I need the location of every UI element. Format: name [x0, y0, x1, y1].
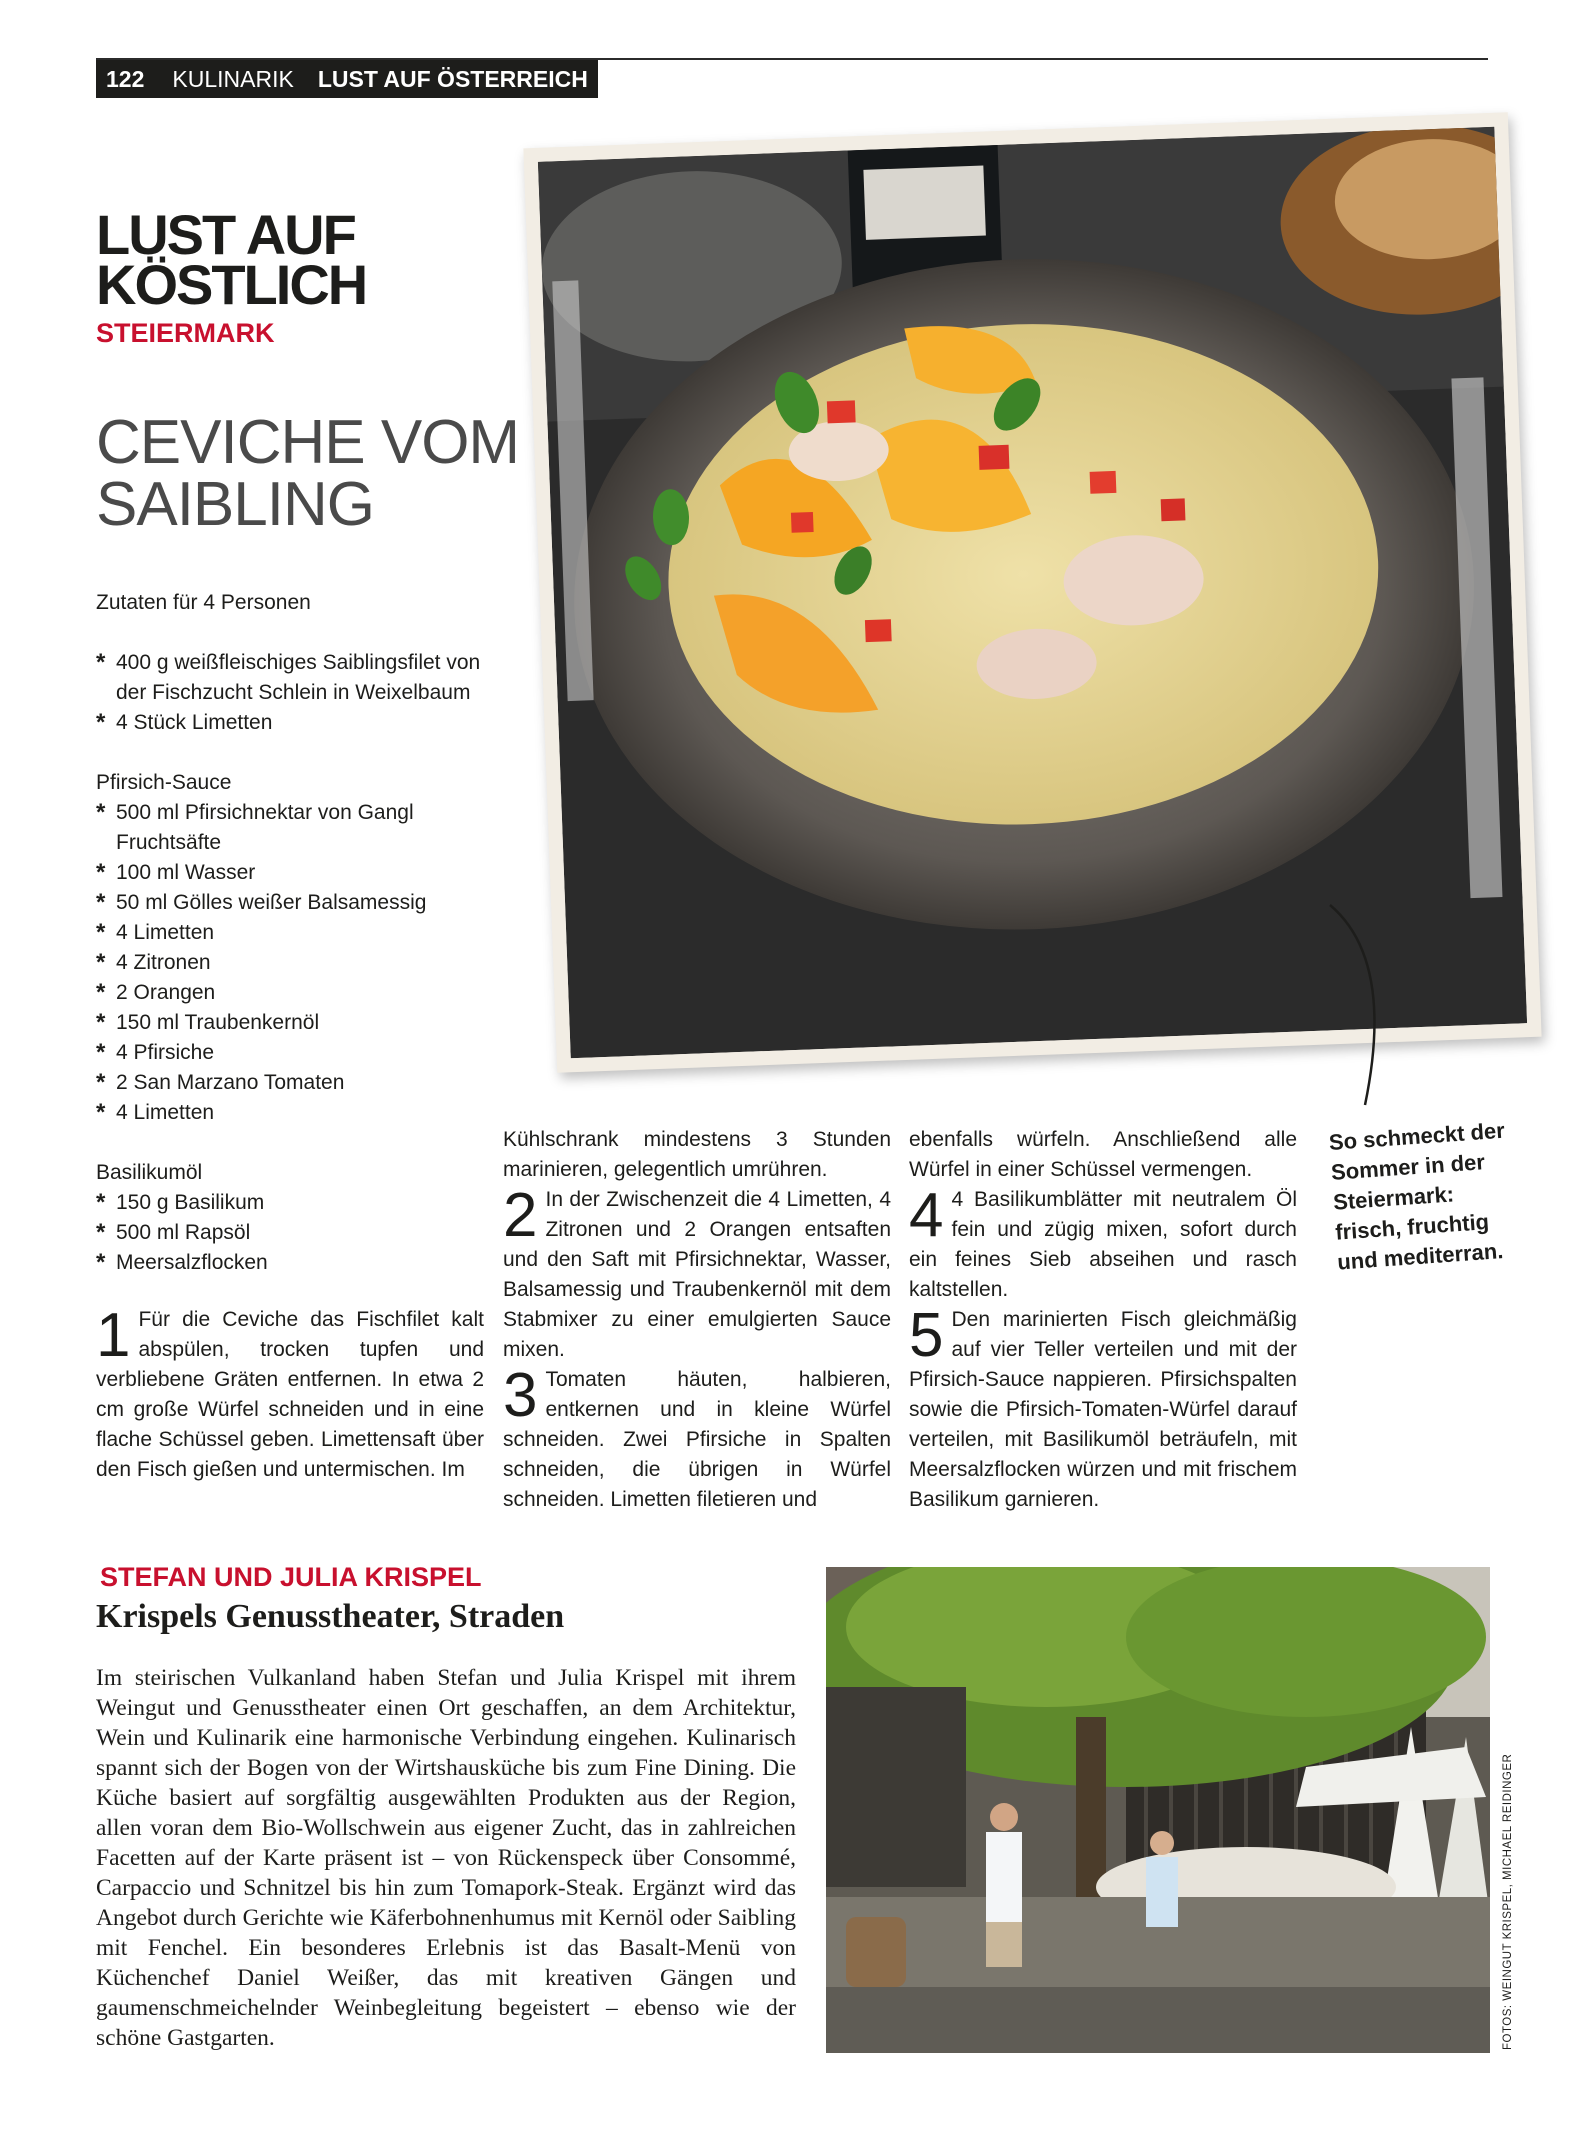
list-item: * Meersalzflocken [96, 1248, 516, 1278]
sauce-ingredient-list [96, 798, 516, 1128]
caption-line: Sommer in der [1330, 1149, 1486, 1185]
recipe-title-line-1: CEVICHE VOM [96, 408, 520, 477]
step-text: 4 Basilikumblätter mit neutralem Öl fein und zügig mixen, sofort durch ein feines Sieb abseihen und rasch kaltstellen. [909, 1188, 1297, 1301]
photo-credit: FOTOS: WEINGUT KRISPEL, MICHAEL REIDINGER [1502, 1753, 1514, 2050]
logo-line-2: KÖSTLICH [96, 253, 367, 316]
step-1 [96, 1301, 484, 1485]
logo-line-1: LUST AUF [96, 203, 355, 266]
list-item: * 50 ml Gölles weißer Balsamessig [96, 888, 516, 918]
section-label: KULINARIK [172, 65, 294, 92]
series-logo [96, 203, 396, 349]
step-number: 1 [96, 1301, 131, 1370]
list-item: * 400 g weißfleischiges Saiblingsfilet von der Fischzucht Schlein in Weixelbaum [96, 648, 516, 708]
caption-line: und mediterran. [1336, 1238, 1505, 1275]
list-item: * 4 Zitronen [96, 948, 516, 978]
list-item: * 2 San Marzano Tomaten [96, 1068, 516, 1098]
sauce-heading: Pfirsich-Sauce [96, 771, 232, 794]
step-5 [909, 1301, 1297, 1515]
garden-photo [826, 1567, 1490, 2053]
step-3-continued: ebenfalls würfeln. Anschließend alle Würfel in einer Schüssel vermengen. [909, 1128, 1297, 1181]
magazine-title: LUST AUF ÖSTERREICH [317, 65, 588, 92]
list-item: * 500 ml Rapsöl [96, 1218, 516, 1248]
caption-pointer-line [1325, 900, 1405, 1110]
list-item: * 150 ml Traubenkernöl [96, 1008, 516, 1038]
feature-people: STEFAN UND JULIA KRISPEL [100, 1562, 482, 1592]
page-number: 122 [106, 65, 145, 92]
steps-column-1 [96, 1301, 484, 1485]
ingredients [96, 588, 516, 1278]
main-ingredient-list [96, 648, 516, 738]
caption-line: So schmeckt der [1328, 1117, 1506, 1155]
feature-venue: Krispels Genusstheater, Straden [96, 1598, 565, 1635]
step-number: 5 [909, 1301, 944, 1370]
photo-caption [1328, 1116, 1508, 1277]
caption-line: frisch, fruchtig [1334, 1209, 1490, 1245]
recipe-title [96, 408, 526, 539]
list-item: * 4 Limetten [96, 1098, 516, 1128]
step-text: Tomaten häuten, halbieren, entkernen und in kleine Würfel schneiden. Zwei Pfirsiche in Spalten schneiden, die übrigen in Würfel schneiden. Limetten filetieren und [503, 1368, 891, 1511]
step-number: 2 [503, 1181, 538, 1250]
step-1-continued: Kühlschrank mindestens 3 Stunden marinieren, gelegentlich umrühren. [503, 1128, 891, 1181]
list-item: * 4 Stück Limetten [96, 708, 516, 738]
page-header [96, 60, 598, 98]
step-number: 4 [909, 1181, 944, 1250]
recipe-title-line-2: SAIBLING [96, 470, 374, 539]
region-label: STEIERMARK [96, 318, 275, 348]
step-number: 3 [503, 1361, 538, 1430]
basil-ingredient-list [96, 1188, 516, 1278]
list-item: * 500 ml Pfirsichnektar von Gangl Fruchtsäfte [96, 798, 516, 858]
caption-line: Steiermark: [1332, 1181, 1455, 1215]
step-text: Den marinierten Fisch gleichmäßig auf vier Teller verteilen und mit der Pfirsich-Sauce nappieren. Pfirsichspalten sowie die Pfirsich-Tomaten-Würfel darauf verteilen, mit Basilikumöl beträufeln, mit Meersalzflocken würzen und mit frischem Basilikum garnieren. [909, 1308, 1297, 1511]
servings: Zutaten für 4 Personen [96, 591, 311, 614]
step-3 [503, 1361, 891, 1515]
list-item: * 2 Orangen [96, 978, 516, 1008]
step-2 [503, 1181, 891, 1365]
feature-text: Im steirischen Vulkanland haben Stefan und Julia Krispel mit ihrem Weingut und Genusstheater einen Ort geschaffen, an dem Architektur, Wein und Kulinarik eine harmonische Verbindung eingehen. Kulinarisch spannt sich der Bogen von der Wirtshausküche bis zum Fine Dining. Die Küche basiert auf sorgfältig ausgewählten Produkten aus der Region, allen voran dem Bio-Wollschwein aus eigener Zucht, das in zahlreichen Facetten auf der Karte präsent ist – von Rückenspeck über Consommé, Carpaccio und Schnitzel bis hin zum Tomapork-Steak. Ergänzt wird das Angebot durch Gerichte wie Käferbohnenhumus mit Kernöl oder Saibling mit Fenchel. Ein besonderes Erlebnis ist das Basalt-Menü von Küchenchef Daniel Weißer, das mit kreativen Gängen und gaumenschmeichelnder Weinbegleitung begeistert – ebenso wie der schöne Gastgarten. [96, 1665, 796, 2051]
list-item: * 150 g Basilikum [96, 1188, 516, 1218]
list-item: * 4 Pfirsiche [96, 1038, 516, 1068]
step-text: Für die Ceviche das Fischfilet kalt abspülen, trocken tupfen und verbliebene Gräten entfernen. In etwa 2 cm große Würfel schneiden und in eine flache Schüssel geben. Limettensaft über den Fisch gießen und untermischen. Im [96, 1308, 484, 1481]
list-item: * 4 Limetten [96, 918, 516, 948]
restaurant-garden-image [826, 1567, 1490, 2053]
step-text: In der Zwischenzeit die 4 Limetten, 4 Zitronen und 2 Orangen entsaften und den Saft mit Pfirsichnektar, Wasser, Balsamessig und Traubenkernöl mit dem Stabmixer zu einer emulgierten Sauce mixen. [503, 1188, 891, 1361]
basil-oil-heading: Basilikumöl [96, 1161, 203, 1184]
list-item: * 100 ml Wasser [96, 858, 516, 888]
steps-column-2 [503, 1125, 891, 1515]
step-4 [909, 1181, 1297, 1305]
steps-column-3 [909, 1125, 1297, 1515]
